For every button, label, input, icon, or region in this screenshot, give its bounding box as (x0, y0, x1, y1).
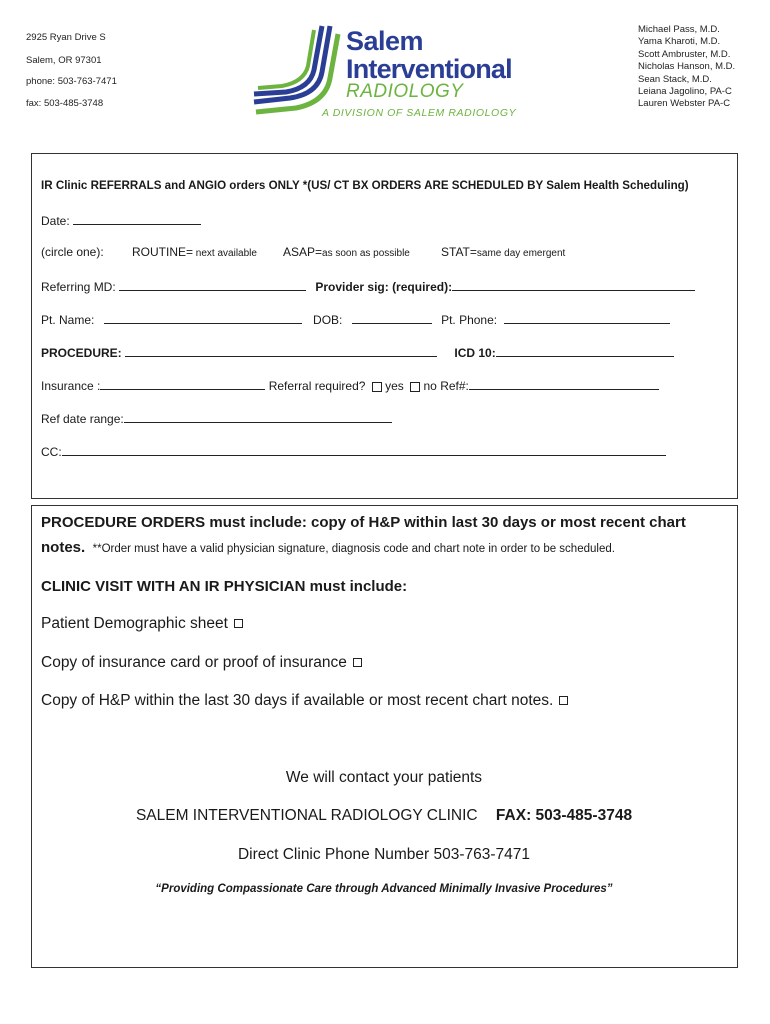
routine-option[interactable] (132, 245, 257, 259)
instructions-box (31, 505, 738, 968)
icd10-label: ICD 10: (454, 346, 496, 360)
cc-label: CC: (41, 445, 62, 459)
yes-checkbox[interactable] (372, 382, 382, 392)
dob-label: DOB: (313, 313, 343, 327)
referring-md-label: Referring MD: (41, 280, 116, 294)
insurance-field[interactable] (100, 377, 265, 390)
staff-member: Lauren Webster PA-C (638, 98, 731, 110)
address-fax: fax: 503-485-3748 (26, 98, 104, 109)
procedure-field[interactable] (125, 344, 437, 357)
staff-member: Leiana Jagolino, PA-C (638, 86, 732, 98)
clinic-visit-heading: CLINIC VISIT WITH AN IR PHYSICIAN must include: (41, 578, 408, 595)
form-title: IR Clinic REFERRALS and ANGIO orders ONLY *(US/ CT BX ORDERS ARE SCHEDULED BY Salem Health Scheduling) (41, 179, 689, 192)
slogan: “Providing Compassionate Care through Advanced Minimally Invasive Procedures” (155, 883, 613, 895)
ref-number-field[interactable] (469, 377, 659, 390)
pt-phone-field[interactable] (504, 311, 670, 324)
address-phone: phone: 503-763-7471 (26, 76, 117, 87)
ref-date-field[interactable] (124, 410, 392, 423)
logo-salem-text: Salem (346, 26, 424, 56)
no-label: no (423, 379, 437, 393)
stat-option[interactable] (441, 245, 565, 259)
yes-label: yes (385, 379, 404, 393)
routine-desc: next available (193, 248, 257, 259)
pt-name-label: Pt. Name: (41, 313, 95, 327)
ref-number-label: Ref#: (440, 379, 469, 393)
routine-label: ROUTINE= (132, 245, 194, 259)
pt-phone-label: Pt. Phone: (441, 313, 498, 327)
staff-member: Scott Ambruster, M.D. (638, 48, 731, 60)
date-field[interactable] (73, 212, 201, 225)
stat-desc: same day emergent (476, 248, 566, 259)
staff-member: Nicholas Hanson, M.D. (638, 61, 736, 73)
insurance-label: Insurance : (41, 379, 101, 393)
requirement-checkbox[interactable] (559, 696, 568, 705)
fax-number: FAX: 503-485-3748 (495, 807, 633, 824)
ref-date-row (41, 410, 392, 426)
procedure-row (41, 344, 674, 360)
requirement-item (41, 654, 362, 672)
procedure-label: PROCEDURE: (41, 346, 122, 360)
referral-required-label: Referral required? (268, 379, 366, 393)
requirement-item (41, 615, 243, 633)
staff-member: Yama Kharoti, M.D. (638, 36, 721, 48)
dob-field[interactable] (352, 311, 432, 324)
notes-word: notes. (41, 539, 86, 556)
contact-line: We will contact your patients (285, 769, 483, 786)
clinic-name: SALEM INTERVENTIONAL RADIOLOGY CLINIC (135, 807, 478, 824)
no-checkbox[interactable] (410, 382, 420, 392)
requirement-text: Patient Demographic sheet (41, 615, 228, 632)
asap-option[interactable] (283, 245, 410, 259)
icd10-field[interactable] (496, 344, 674, 357)
patient-row (41, 311, 670, 327)
cc-row (41, 443, 666, 459)
procedure-orders-heading: PROCEDURE ORDERS must include: copy of H&P within last 30 days or most recent chart (41, 514, 686, 531)
pt-name-field[interactable] (104, 311, 302, 324)
staff-member: Sean Stack, M.D. (638, 73, 712, 85)
address-street: 2925 Ryan Drive S (26, 32, 106, 43)
ref-date-label: Ref date range: (41, 412, 124, 426)
referring-md-field[interactable] (119, 278, 306, 291)
asap-label: ASAP= (283, 245, 323, 259)
stat-label: STAT= (441, 245, 477, 259)
staff-member: Michael Pass, M.D. (638, 24, 720, 35)
requirement-text: Copy of insurance card or proof of insurance (41, 654, 347, 671)
insurance-row (41, 377, 659, 393)
provider-sig-label: Provider sig: (required): (315, 280, 453, 294)
circle-one-label: (circle one): (41, 245, 104, 259)
cc-field[interactable] (62, 443, 666, 456)
notes-row (41, 539, 615, 557)
logo-tagline: A DIVISION OF SALEM RADIOLOGY (322, 107, 517, 119)
notes-detail: **Order must have a valid physician signature, diagnosis code and chart note in order to be scheduled. (92, 543, 615, 555)
asap-desc: as soon as possible (322, 248, 410, 259)
requirement-checkbox[interactable] (234, 619, 243, 628)
requirement-checkbox[interactable] (353, 658, 362, 667)
date-label: Date: (41, 214, 70, 228)
requirement-text: Copy of H&P within the last 30 days if available or most recent chart notes. (41, 692, 554, 709)
referring-row (41, 278, 695, 294)
clinic-phone: Direct Clinic Phone Number 503-763-7471 (237, 846, 531, 863)
provider-sig-field[interactable] (452, 278, 695, 291)
staff-list (638, 24, 735, 111)
date-row (41, 212, 201, 228)
logo-interventional-text: Interventional (346, 54, 512, 84)
address-city: Salem, OR 97301 (26, 55, 102, 66)
clinic-contact-row (31, 807, 737, 825)
logo-radiology-text: RADIOLOGY (346, 81, 464, 102)
requirement-item (41, 692, 568, 710)
